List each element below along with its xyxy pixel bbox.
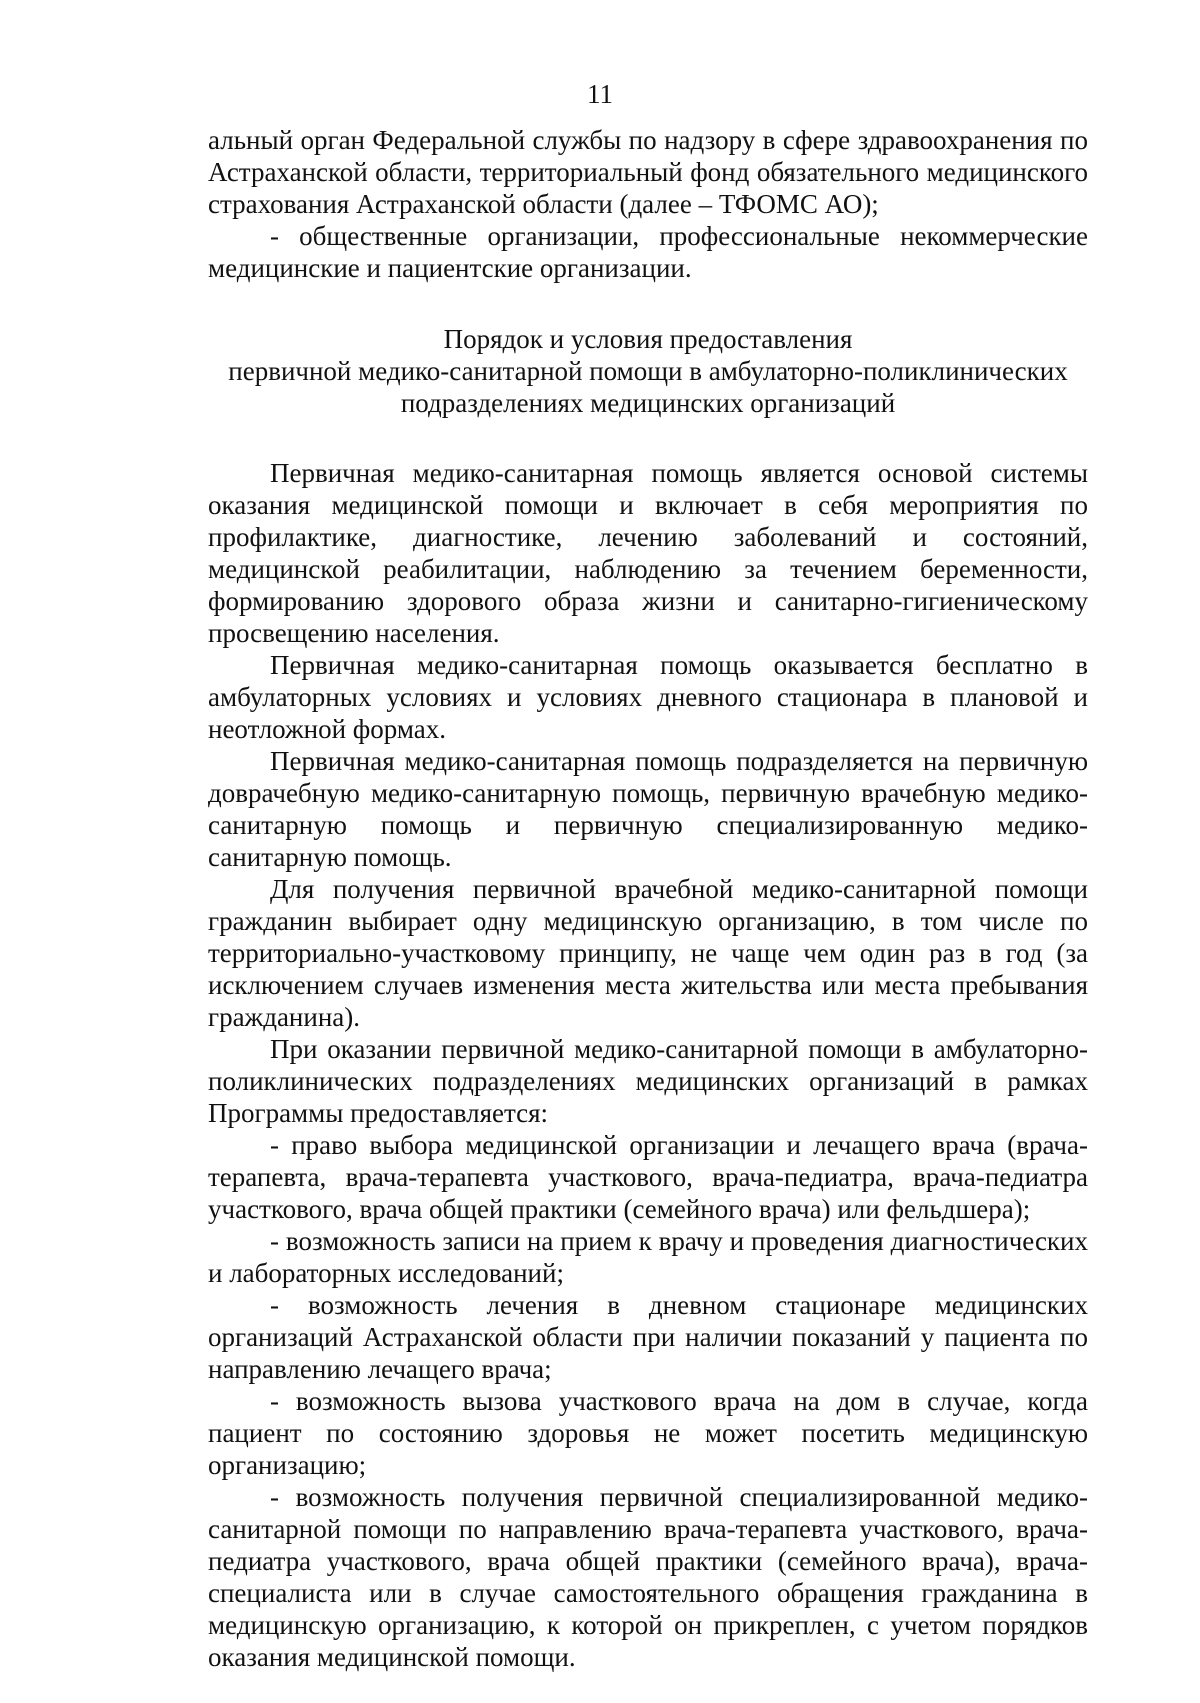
section-heading [208, 323, 1088, 419]
list-item-day-hospital: - возможность лечения в дневном стационаре медицинских организаций Астраханской области при наличии показаний у пациента по направлению лечащего врача; [208, 1290, 1088, 1384]
paragraph-subdivisions: Первичная медико-санитарная помощь подразделяется на первичную доврачебную медико-санитарную помощь, первичную врачебную медико-санитарную помощь и первичную специализированную медико-санитарную помощь. [208, 746, 1088, 872]
section-heading-line: подразделениях медицинских организаций [400, 388, 896, 418]
paragraph-definition: Первичная медико-санитарная помощь является основой системы оказания медицинской помощи и включает в себя мероприятия по профилактике, диагностике, лечению заболеваний и состояний, медицинской реабилитации, наблюдению за течением беременности, формированию здорового образа жизни и санитарно-гигиеническому просвещению населения. [208, 458, 1088, 648]
list-item-public-organizations: - общественные организации, профессиональные некоммерческие медицинские и пациентские организации. [208, 221, 1088, 283]
paragraph-free-of-charge: Первичная медико-санитарная помощь оказывается бесплатно в амбулаторных условиях и условиях дневного стационара в плановой и неотложной формах. [208, 650, 1088, 744]
section-heading-line: первичной медико-санитарной помощи в амбулаторно-поликлинических [228, 356, 1068, 386]
list-item-appointment-booking: - возможность записи на прием к врачу и проведения диагностических и лабораторных исследований; [208, 1226, 1088, 1288]
paragraph-program-provides: При оказании первичной медико-санитарной помощи в амбулаторно-поликлинических подразделениях медицинских организаций в рамках Программы предоставляется: [208, 1034, 1088, 1128]
paragraph-choice-of-organization: Для получения первичной врачебной медико-санитарной помощи гражданин выбирает одну медицинскую организацию, в том числе по территориально-участковому принципу, не чаще чем один раз в год (за исключением случаев изменения места жительства или места пребывания гражданина). [208, 874, 1088, 1032]
list-item-choice-of-doctor: - право выбора медицинской организации и лечащего врача (врача-терапевта, врача-терапевта участкового, врача-педиатра, врача-педиатра участкового, врача общей практики (семейного врача) или фельдшера); [208, 1130, 1088, 1224]
intro-continuation-paragraph: альный орган Федеральной службы по надзору в сфере здравоохранения по Астраханской области, территориальный фонд обязательного медицинского страхования Астраханской области (далее – ТФОМС АО); [208, 125, 1088, 219]
section-heading-line: Порядок и условия предоставления [443, 324, 853, 354]
document-body [208, 124, 1088, 1673]
list-item-home-visit: - возможность вызова участкового врача на дом в случае, когда пациент по состоянию здоровья не может посетить медицинскую организацию; [208, 1386, 1088, 1480]
list-item-specialized-care: - возможность получения первичной специализированной медико-санитарной помощи по направлению врача-терапевта участкового, врача-педиатра участкового, врача общей практики (семейного врача), врача-специалиста или в случае самостоятельного обращения гражданина в медицинскую организацию, к которой он прикреплен, с учетом порядков оказания медицинской помощи. [208, 1482, 1088, 1672]
page-number: 11 [587, 79, 613, 109]
